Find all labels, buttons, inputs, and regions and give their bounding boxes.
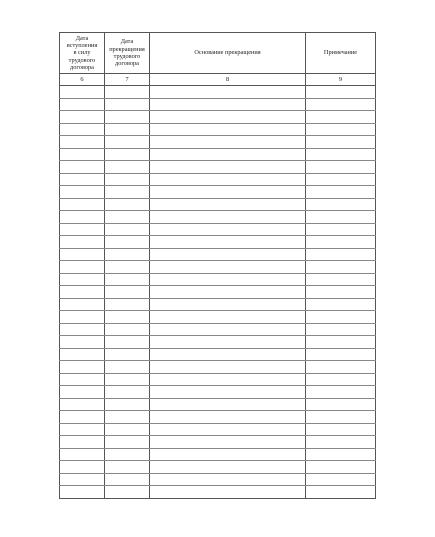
cell-contract-termination-date (105, 286, 150, 299)
cell-contract-effective-date (60, 473, 105, 486)
table-row (60, 323, 376, 336)
employment-register-table (59, 32, 376, 499)
cell-note (306, 223, 376, 236)
cell-termination-basis (150, 148, 306, 161)
header-contract-termination-date: Дата прекращения трудового договора (105, 33, 150, 74)
cell-note (306, 361, 376, 374)
cell-contract-effective-date (60, 286, 105, 299)
cell-contract-effective-date (60, 348, 105, 361)
cell-termination-basis (150, 223, 306, 236)
cell-contract-termination-date (105, 186, 150, 199)
cell-contract-effective-date (60, 211, 105, 224)
cell-contract-effective-date (60, 136, 105, 149)
cell-termination-basis (150, 136, 306, 149)
cell-termination-basis (150, 248, 306, 261)
cell-termination-basis (150, 211, 306, 224)
table-row (60, 86, 376, 99)
cell-termination-basis (150, 411, 306, 424)
cell-note (306, 111, 376, 124)
cell-contract-termination-date (105, 161, 150, 174)
cell-note (306, 186, 376, 199)
cell-contract-effective-date (60, 86, 105, 99)
cell-contract-termination-date (105, 348, 150, 361)
cell-termination-basis (150, 198, 306, 211)
cell-note (306, 436, 376, 449)
cell-contract-termination-date (105, 461, 150, 474)
cell-contract-effective-date (60, 373, 105, 386)
cell-note (306, 323, 376, 336)
cell-contract-termination-date (105, 336, 150, 349)
cell-contract-effective-date (60, 148, 105, 161)
cell-contract-termination-date (105, 386, 150, 399)
cell-note (306, 348, 376, 361)
cell-contract-termination-date (105, 423, 150, 436)
cell-contract-termination-date (105, 223, 150, 236)
cell-contract-termination-date (105, 148, 150, 161)
cell-contract-termination-date (105, 236, 150, 249)
table-row (60, 473, 376, 486)
header-note: Примечание (306, 33, 376, 74)
cell-termination-basis (150, 398, 306, 411)
cell-note (306, 98, 376, 111)
cell-termination-basis (150, 98, 306, 111)
cell-contract-termination-date (105, 261, 150, 274)
cell-note (306, 298, 376, 311)
cell-contract-effective-date (60, 111, 105, 124)
cell-termination-basis (150, 348, 306, 361)
cell-contract-termination-date (105, 136, 150, 149)
cell-note (306, 486, 376, 499)
cell-contract-effective-date (60, 336, 105, 349)
cell-note (306, 286, 376, 299)
cell-termination-basis (150, 236, 306, 249)
cell-contract-termination-date (105, 486, 150, 499)
cell-termination-basis (150, 486, 306, 499)
cell-contract-effective-date (60, 173, 105, 186)
cell-contract-effective-date (60, 461, 105, 474)
cell-note (306, 273, 376, 286)
cell-contract-effective-date (60, 486, 105, 499)
cell-note (306, 386, 376, 399)
table-row (60, 211, 376, 224)
cell-note (306, 248, 376, 261)
cell-termination-basis (150, 386, 306, 399)
table-row (60, 148, 376, 161)
table-row (60, 311, 376, 324)
cell-termination-basis (150, 86, 306, 99)
cell-contract-termination-date (105, 98, 150, 111)
cell-note (306, 411, 376, 424)
cell-note (306, 311, 376, 324)
cell-note (306, 461, 376, 474)
cell-contract-termination-date (105, 173, 150, 186)
cell-note (306, 86, 376, 99)
cell-termination-basis (150, 336, 306, 349)
table-row (60, 286, 376, 299)
cell-termination-basis (150, 123, 306, 136)
cell-contract-effective-date (60, 161, 105, 174)
cell-contract-termination-date (105, 211, 150, 224)
column-number-7: 7 (105, 74, 150, 86)
column-number-row (60, 74, 376, 86)
cell-contract-effective-date (60, 423, 105, 436)
cell-note (306, 198, 376, 211)
cell-contract-termination-date (105, 411, 150, 424)
cell-termination-basis (150, 373, 306, 386)
table-header-row (60, 33, 376, 74)
table-row (60, 236, 376, 249)
cell-contract-termination-date (105, 436, 150, 449)
cell-termination-basis (150, 448, 306, 461)
cell-contract-effective-date (60, 123, 105, 136)
cell-contract-termination-date (105, 123, 150, 136)
cell-termination-basis (150, 311, 306, 324)
cell-note (306, 473, 376, 486)
cell-contract-termination-date (105, 273, 150, 286)
cell-contract-effective-date (60, 361, 105, 374)
cell-note (306, 261, 376, 274)
table-row (60, 98, 376, 111)
cell-termination-basis (150, 186, 306, 199)
cell-contract-effective-date (60, 323, 105, 336)
table-row (60, 398, 376, 411)
cell-contract-effective-date (60, 261, 105, 274)
cell-termination-basis (150, 423, 306, 436)
cell-contract-effective-date (60, 411, 105, 424)
table-row (60, 123, 376, 136)
cell-contract-effective-date (60, 448, 105, 461)
cell-note (306, 136, 376, 149)
cell-contract-effective-date (60, 386, 105, 399)
table-row (60, 186, 376, 199)
table-row (60, 348, 376, 361)
table-row (60, 423, 376, 436)
cell-note (306, 423, 376, 436)
cell-termination-basis (150, 273, 306, 286)
cell-contract-termination-date (105, 473, 150, 486)
table-row (60, 386, 376, 399)
cell-termination-basis (150, 473, 306, 486)
cell-contract-effective-date (60, 248, 105, 261)
cell-contract-effective-date (60, 311, 105, 324)
table-body (60, 74, 376, 499)
table-row (60, 136, 376, 149)
cell-termination-basis (150, 461, 306, 474)
cell-contract-termination-date (105, 298, 150, 311)
cell-contract-effective-date (60, 223, 105, 236)
cell-termination-basis (150, 361, 306, 374)
cell-note (306, 448, 376, 461)
table-row (60, 173, 376, 186)
table-row (60, 411, 376, 424)
cell-termination-basis (150, 173, 306, 186)
table-row (60, 248, 376, 261)
table-row (60, 361, 376, 374)
header-contract-effective-date: Дата вступления в силу трудового договора (60, 33, 105, 74)
cell-contract-effective-date (60, 186, 105, 199)
cell-note (306, 123, 376, 136)
table-row (60, 373, 376, 386)
table-row (60, 261, 376, 274)
table-row (60, 223, 376, 236)
cell-contract-termination-date (105, 311, 150, 324)
cell-contract-effective-date (60, 273, 105, 286)
table-row (60, 111, 376, 124)
cell-contract-termination-date (105, 398, 150, 411)
cell-termination-basis (150, 161, 306, 174)
cell-contract-termination-date (105, 323, 150, 336)
cell-termination-basis (150, 436, 306, 449)
table-row (60, 198, 376, 211)
cell-termination-basis (150, 286, 306, 299)
cell-contract-effective-date (60, 298, 105, 311)
table-row (60, 448, 376, 461)
table-row (60, 273, 376, 286)
cell-note (306, 148, 376, 161)
cell-contract-effective-date (60, 198, 105, 211)
cell-note (306, 161, 376, 174)
table-row (60, 461, 376, 474)
cell-contract-termination-date (105, 361, 150, 374)
cell-contract-effective-date (60, 436, 105, 449)
table-row (60, 436, 376, 449)
table-row (60, 336, 376, 349)
cell-contract-termination-date (105, 198, 150, 211)
cell-contract-termination-date (105, 448, 150, 461)
header-termination-basis: Основание прекращения (150, 33, 306, 74)
cell-note (306, 211, 376, 224)
cell-note (306, 398, 376, 411)
table-row (60, 486, 376, 499)
table-row (60, 161, 376, 174)
cell-termination-basis (150, 261, 306, 274)
cell-contract-termination-date (105, 111, 150, 124)
cell-termination-basis (150, 323, 306, 336)
cell-contract-termination-date (105, 86, 150, 99)
table-row (60, 298, 376, 311)
cell-termination-basis (150, 111, 306, 124)
cell-contract-effective-date (60, 98, 105, 111)
cell-note (306, 173, 376, 186)
cell-note (306, 373, 376, 386)
cell-contract-termination-date (105, 373, 150, 386)
cell-termination-basis (150, 298, 306, 311)
cell-note (306, 236, 376, 249)
cell-note (306, 336, 376, 349)
column-number-6: 6 (60, 74, 105, 86)
column-number-9: 9 (306, 74, 376, 86)
cell-contract-effective-date (60, 398, 105, 411)
cell-contract-termination-date (105, 248, 150, 261)
column-number-8: 8 (150, 74, 306, 86)
cell-contract-effective-date (60, 236, 105, 249)
